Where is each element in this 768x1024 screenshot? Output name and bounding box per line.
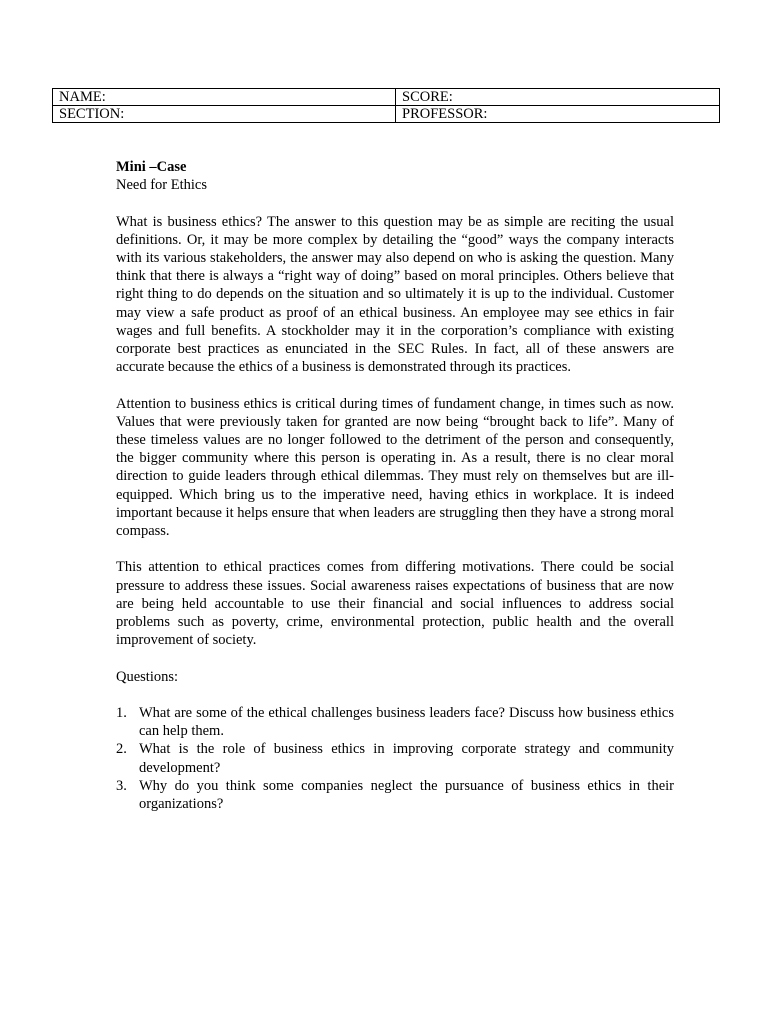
professor-field-label: PROFESSOR:: [396, 106, 720, 123]
case-title: Mini –Case: [116, 159, 187, 175]
list-item: [116, 740, 674, 776]
questions-heading: Questions:: [116, 668, 179, 685]
paragraph-attention-to-ethics: Attention to business ethics is critical during times of fundament change, in times such as now. Values that were previously taken for granted are now being “brought back to life”. Many of these timeless values are no longer followed to the detriment of the person and consequently, the bigger community where this person is operating in. As a result, there is no clear moral direction to guide leaders through ethical dilemmas. They must rely on themselves but are ill-equipped. Which bring us to the imperative need, having ethics in workplace. It is indeed important because it helps ensure that when leaders are struggling then they have a strong moral compass.: [116, 395, 674, 540]
list-item: [116, 777, 674, 813]
questions-list: [116, 704, 674, 813]
question-text: Why do you think some companies neglect the pursuance of business ethics in their organizations?: [139, 777, 674, 813]
student-info-table: [52, 88, 720, 123]
paragraph-motivations: This attention to ethical practices comes from differing motivations. There could be social pressure to address these issues. Social awareness raises expectations of business that are now are being held accountable to use their financial and social influences to address social problems such as poverty, crime, environmental protection, public health and the overall improvement of society.: [116, 559, 674, 649]
table-row: [53, 89, 720, 106]
question-number: 2.: [116, 741, 127, 758]
question-number: 3.: [116, 777, 127, 794]
name-field-label: NAME:: [53, 89, 396, 106]
table-row: [53, 106, 720, 123]
score-field-label: SCORE:: [396, 89, 720, 106]
list-item: [116, 704, 674, 740]
question-number: 1.: [116, 705, 127, 722]
paragraph-business-ethics: What is business ethics? The answer to this question may be as simple are reciting the usual definitions. Or, it may be more complex by detailing the “good” ways the company interacts with its various stakeholders, the answer may also depend on who is asking the question. Many think that there is always a “right way of doing” based on moral principles. Others believe that right thing to do depends on the situation and so ultimately it is up to the individual. Customer may view a safe product as proof of an ethical business. An employee may see ethics in fair wages and full benefits. A stockholder may it in the corporation’s compliance with existing corporate best practices as enunciated in the SEC Rules. In fact, all of these answers are accurate because the ethics of a business is demonstrated through its practices.: [116, 213, 674, 376]
question-text: What is the role of business ethics in improving corporate strategy and community development?: [139, 741, 674, 776]
case-subtitle: Need for Ethics: [116, 177, 207, 194]
document-body: [116, 158, 674, 813]
section-field-label: SECTION:: [53, 106, 396, 123]
question-text: What are some of the ethical challenges business leaders face? Discuss how business ethics can help them.: [139, 705, 674, 740]
